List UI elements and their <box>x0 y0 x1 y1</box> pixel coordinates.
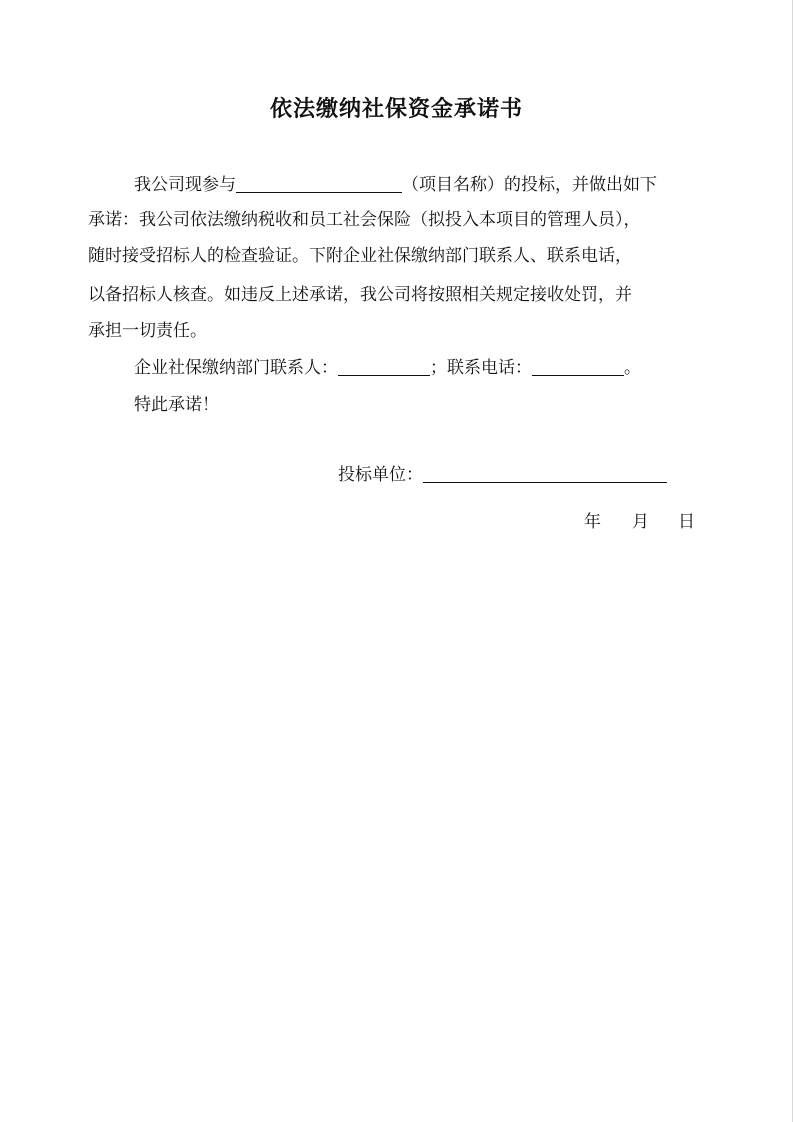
paragraph-1-line-5: 承担一切责任。 <box>88 321 207 341</box>
phone-label: 联系电话： <box>447 358 532 378</box>
date-line <box>584 509 695 535</box>
contact-separator: ； <box>430 358 447 378</box>
date-month: 月 <box>632 512 649 532</box>
intro-text: 我公司现参与 <box>134 175 236 195</box>
paragraph-1-line-2: 承诺：我公司依法缴纳税收和员工社会保险（拟投入本项目的管理人员）， <box>88 210 641 230</box>
document-title: 依法缴纳社保资金承诺书 <box>269 96 523 122</box>
paragraph-1-line-3: 随时接受招标人的检查验证。下附企业社保缴纳部门联系人、联系电话， <box>88 246 632 266</box>
bidder-unit-line <box>338 462 667 488</box>
project-name-suffix: （项目名称）的投标，并做出如下 <box>402 175 657 195</box>
paragraph-1-line-4: 以备招标人核查。如违反上述承诺，我公司将按照相关规定接收处罚，并 <box>88 285 632 305</box>
paragraph-1-line-1 <box>134 172 657 198</box>
date-day: 日 <box>678 512 695 532</box>
contact-person-blank[interactable] <box>338 357 430 376</box>
contact-line <box>134 355 641 381</box>
contact-end: 。 <box>624 358 641 378</box>
phone-blank[interactable] <box>532 357 624 376</box>
date-year: 年 <box>584 512 601 532</box>
contact-label: 企业社保缴纳部门联系人： <box>134 358 338 378</box>
project-name-blank[interactable] <box>236 174 402 193</box>
closing-statement: 特此承诺！ <box>134 395 219 415</box>
bidder-unit-label: 投标单位： <box>338 465 423 485</box>
bidder-unit-blank[interactable] <box>423 464 667 483</box>
